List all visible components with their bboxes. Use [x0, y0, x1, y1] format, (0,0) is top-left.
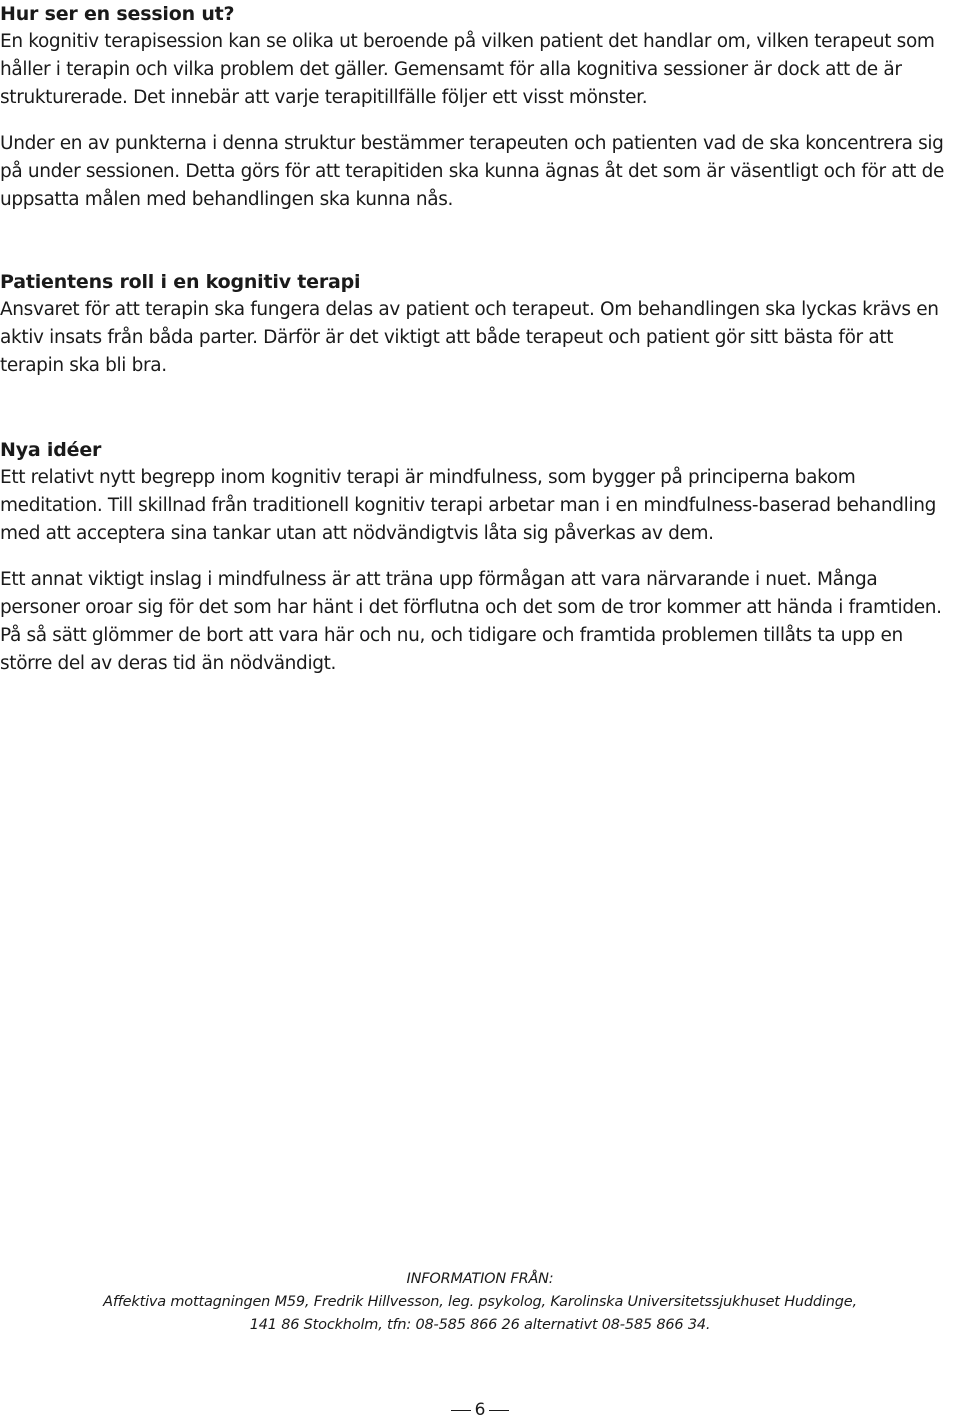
footer-info — [0, 1268, 960, 1337]
footer-label: INFORMATION FRÅN: — [406, 1271, 554, 1287]
section-patient-role — [0, 268, 958, 380]
page-number — [0, 1398, 960, 1422]
paragraph: Under en av punkterna i denna struktur bestämmer terapeuten och patienten vad de ska koncentrera sig på under sessionen. Detta görs för att terapitiden ska kunna ägnas åt det som är väsentligt och för att de uppsatta målen med behandlingen ska kunna nås. — [0, 133, 944, 210]
footer-line: Affektiva mottagningen M59, Fredrik Hillvesson, leg. psykolog, Karolinska Universitetssjukhuset Huddinge, — [103, 1294, 857, 1310]
paragraph: Ett relativt nytt begrepp inom kognitiv terapi är mindfulness, som bygger på principerna bakom meditation. Till skillnad från traditionell kognitiv terapi arbetar man i en mindfulness-baserad behandling med att acceptera sina tankar utan att nödvändigtvis låta sig påverkas av dem. — [0, 467, 937, 544]
paragraph: Ansvaret för att terapin ska fungera delas av patient och terapeut. Om behandlingen ska lyckas krävs en aktiv insats från båda parter. Därför är det viktigt att både terapeut och patient gör sitt bästa för att terapin ska bli bra. — [0, 299, 939, 376]
page-number-value: 6 — [474, 1400, 486, 1420]
dash-decoration — [451, 1410, 471, 1411]
paragraph: En kognitiv terapisession kan se olika ut beroende på vilken patient det handlar om, vilken terapeut som håller i terapin och vilka problem det gäller. Gemensamt för alla kognitiva sessioner är dock att de är strukturerade. Det innebär att varje terapitillfälle följer ett visst mönster. — [0, 31, 935, 108]
section-session — [0, 0, 958, 214]
section-heading: Nya idéer — [0, 439, 102, 461]
section-new-ideas — [0, 436, 958, 678]
paragraph: Ett annat viktigt inslag i mindfulness är att träna upp förmågan att vara närvarande i nuet. Många personer oroar sig för det som har hänt i det förflutna och det som de tror kommer att hända i framtiden. På så sätt glömmer de bort att vara här och nu, och tidigare och framtida problemen tillåts ta upp en större del av deras tid än nödvändigt. — [0, 569, 942, 674]
section-heading: Patientens roll i en kognitiv terapi — [0, 271, 361, 293]
dash-decoration — [489, 1410, 509, 1411]
footer-line: 141 86 Stockholm, tfn: 08-585 866 26 alternativt 08-585 866 34. — [249, 1317, 711, 1333]
section-heading: Hur ser en session ut? — [0, 3, 235, 25]
